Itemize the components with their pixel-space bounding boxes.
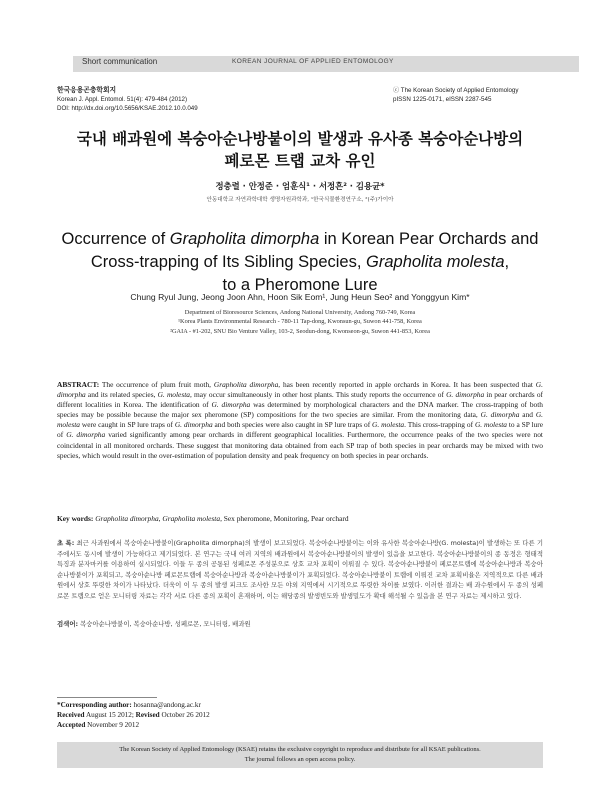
- english-title-line: Cross-trapping of Its Sibling Species, Grapholita molesta,: [90, 253, 510, 271]
- abstract-label: ABSTRACT:: [57, 380, 100, 389]
- affiliation: ¹Korea Plants Environmental Research - 780-11 Tap-dong, Kwonsun-gu, Suwon 441-758, Korea: [178, 318, 422, 326]
- abstract: ABSTRACT: The occurrence of plum fruit moth, Grapholita dimorpha, has been recently reported in apple orchards in Korea. It has been suspected that G. dimorpha and its related species, G. molesta, may occur simultaneously in other host plants. This study reports the occurrence of G. dimorpha in pear orchards of different localities in Korea. The identification of G. dimorpha was determined by morphological characters and the DNA marker. The cross-trapping of both species may be possible because the major sex pheromone (SP) compositions for the two species are similar. From the monitoring data, G. dimorpha and G. molesta were caught in SP lure traps of G. dimorpha and both species were also caught in SP lure traps of G. molesta. This cross-trapping of G. molesta to a SP lure of G. dimorpha varied significantly among pear orchards in different geographical localities. Furthermore, the occurrence peaks of the two species were not coincidental in all monitored orchards. These suggest that monitoring data obtained from each SP trap of both species in pear orchards may be mixed with two species, which would result in the over-estimation of population density and peak frequency on both species in pear orchards.: [57, 380, 544, 460]
- footer-line: The journal follows an open access policy.: [244, 756, 356, 763]
- keywords-label: Key words:: [57, 514, 94, 523]
- affiliation: Department of Bioresource Sciences, Andong National University, Andong 760-749, Korea: [184, 309, 416, 316]
- journal-name-kr: 한국응용곤충학회지: [57, 87, 117, 94]
- english-affiliations: [60, 308, 540, 336]
- korean-abstract: 초 록: 최근 사과원에서 복숭아순나방붙이(Grapholita dimorpha)의 발생이 보고되었다. 복숭아순나방붙이는 이와 유사한 복숭아순나방(G. molesta)이 발생하는 또 다른 기주에서도 동시에 발생이 가능하다고 제기되었다. 본 연구는 국내 여러 지역의 배과원에서 복숭아순나방붙이의 발생이 있음을 보고한다. 복숭아순나방붙이의 종 동정은 형태적 특징과 분자마커를 이용하여 실시되었다. 이들 두 종의 공통된 성페로몬 주성분으로 상호 교차 포획이 이뤄질 수 있다. 복숭아순나방붙이 페로몬트랩에 복숭아순나방과 복숭아순나방붙이가 포획되고, 복숭아순나방 페로몬트랩에 복숭아순나방과 복숭아순나방붙이가 포획되었다. 복숭아순나방붙이 트랩에 이뤄진 교차 포획비율은 지역적으로 다른 배과원에서 상호 뚜렷한 차이가 나타났다. 더욱이 이 두 종의 발생 피크도 조사한 모든 야외 지역에서 시기적으로 뚜렷한 차이를 보였다. 이러한 결과는 배 과수원에서 두 종의 성페로몬 트랩으로 얻은 모니터링 자료는 각각 서로 다른 종의 포획이 혼재하며, 이는 해당종의 발생빈도와 발생밀도가 확대 해석될 수 있음을 본 연구 자료는 제시하고 있다.: [57, 539, 543, 600]
- accepted: Accepted November 9 2012: [57, 721, 140, 729]
- correspondence: [57, 700, 543, 730]
- english-title-line: Occurrence of Grapholita dimorpha in Korean Pear Orchards and: [61, 230, 539, 248]
- korean-abstract-label: 초 록:: [57, 539, 75, 547]
- journal-banner: KOREAN JOURNAL OF APPLIED ENTOMOLOGY: [232, 58, 394, 65]
- korean-affiliation: 안동대학교 자연과학대학 생명자원과학과, ¹한국식물환경연구소, ²(주)가이아: [206, 197, 394, 203]
- keywords: Key words: Grapholita dimorpha, Grapholita molesta, Sex pheromone, Monitoring, Pear orchard: [57, 514, 349, 523]
- corresponding-author: *Corresponding author: hosanna@andong.ac.kr: [57, 701, 201, 709]
- footnote-divider: [57, 697, 157, 698]
- citation-block: [57, 86, 198, 113]
- korean-authors: 정충렬 · 안정준 · 엄훈식¹ · 서정흔² · 김용균*: [215, 181, 385, 191]
- korean-title-line: 국내 배과원에 복숭아순나방붙이의 발생과 유사종 복숭아순나방의: [76, 130, 524, 148]
- korean-keywords: 검색어: 복숭아순나방붙이, 복숭아순나방, 성페로몬, 모니터링, 배과원: [57, 620, 251, 628]
- copyright-block: [393, 86, 543, 104]
- header-marker: [57, 56, 73, 72]
- species-name: Grapholita dimorpha: [169, 230, 320, 248]
- issn: pISSN 1225-0171, eISSN 2287-545: [393, 96, 492, 103]
- korean-title: [60, 128, 540, 172]
- english-authors: Chung Ryul Jung, Jeong Joon Ahn, Hoon Sik Eom¹, Jung Heun Seo² and Yonggyun Kim*: [130, 292, 470, 302]
- copyright-society: ⓒ The Korean Society of Applied Entomology: [393, 87, 519, 94]
- affiliation: ²GAIA - #1-202, SNU Bio Venture Valley, 103-2, Seodun-dong, Kwonseon-gu, Suwon 441-853, Korea: [170, 327, 430, 335]
- section-label: Short communication: [82, 57, 158, 66]
- english-title-line: to a Pheromone Lure: [222, 276, 378, 294]
- english-title: [60, 228, 540, 297]
- doi[interactable]: DOI: http://dx.doi.org/10.5656/KSAE.2012.10.0.049: [57, 105, 198, 112]
- received-revised: Received August 15 2012; Revised October 26 2012: [57, 711, 210, 719]
- korean-title-line: 페로몬 트랩 교차 유인: [224, 152, 376, 170]
- footer-line: The Korean Society of Applied Entomology (KSAE) retains the exclusive copyright to reproduce and distribute for all KSAE publications.: [119, 746, 481, 753]
- journal-citation: Korean J. Appl. Entomol. 51(4): 479-484 (2012): [57, 96, 188, 103]
- korean-keywords-label: 검색어:: [57, 620, 79, 628]
- species-name: Grapholita molesta: [366, 253, 505, 271]
- footer-text: [57, 745, 543, 765]
- author-email[interactable]: hosanna@andong.ac.kr: [131, 701, 201, 709]
